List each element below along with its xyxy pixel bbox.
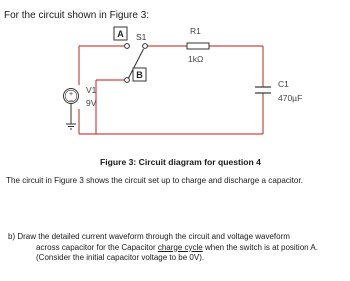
capacitor-value: 470µF: [278, 93, 303, 103]
resistor-label: R1: [190, 26, 201, 36]
ground-icon: [66, 124, 76, 129]
circuit-description: The circuit in Figure 3 shows the circuit set up to charge and discharge a capacitor.: [6, 176, 303, 185]
question-b-line3: (Consider the initial capacitor voltage to be 0V).: [36, 253, 205, 263]
source-minus-sign: −: [68, 98, 74, 105]
figure-caption: Figure 3: Circuit diagram for question 4: [100, 157, 261, 167]
resistor-value: 1kΩ: [188, 54, 204, 64]
switch-label: S1: [136, 32, 147, 42]
question-b-line1: b) Draw the detailed current waveform through the circuit and voltage waveform: [8, 232, 290, 241]
resistor-r1: [187, 43, 209, 49]
intro-text: For the circuit shown in Figure 3:: [4, 10, 150, 21]
source-value: 9V: [86, 98, 97, 108]
circuit-wires: [79, 46, 263, 134]
position-a-label: A: [117, 29, 124, 39]
source-plus-sign: +: [68, 91, 74, 98]
question-b: [8, 232, 318, 264]
charge-cycle-link: charge cycle: [157, 242, 203, 252]
position-b-label: B: [136, 70, 143, 80]
source-label: V1: [86, 85, 97, 95]
capacitor-c1: [255, 87, 271, 93]
capacitor-label: C1: [278, 79, 289, 89]
question-b-line2: across capacitor for the Capacitor charge cycle when the switch is at position A.: [36, 242, 318, 252]
